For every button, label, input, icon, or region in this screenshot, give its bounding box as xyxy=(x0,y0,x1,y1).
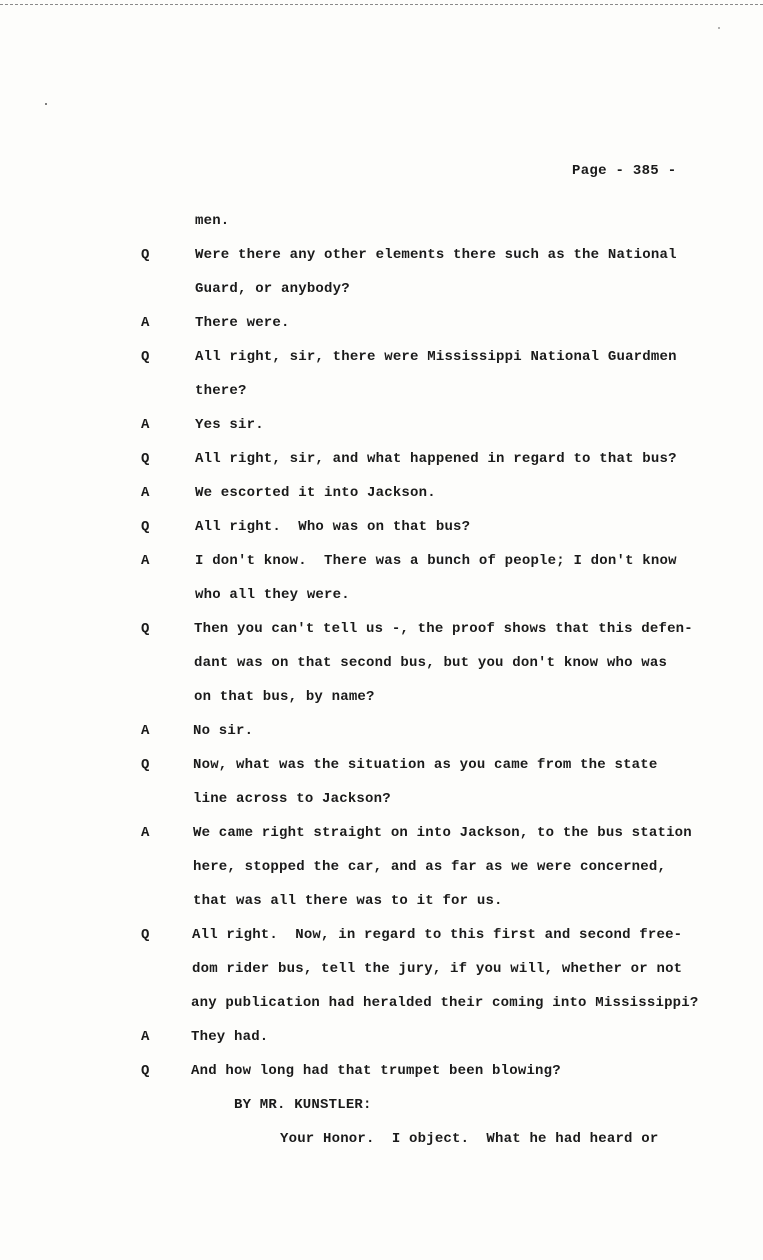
transcript-line: line across to Jackson? xyxy=(193,791,391,807)
transcript-line: Then you can't tell us -, the proof shows that this defen- xyxy=(194,621,693,637)
answer-marker: A xyxy=(141,553,150,569)
transcript-line: dom rider bus, tell the jury, if you will, whether or not xyxy=(192,961,683,977)
transcript-line: All right, sir, and what happened in regard to that bus? xyxy=(195,451,677,467)
transcript-line: All right, sir, there were Mississippi National Guardmen xyxy=(195,349,677,365)
transcript-line: We came right straight on into Jackson, to the bus station xyxy=(193,825,692,841)
transcript-line: any publication had heralded their coming into Mississippi? xyxy=(191,995,699,1011)
transcript-line: that was all there was to it for us. xyxy=(193,893,503,909)
transcript-line: We escorted it into Jackson. xyxy=(195,485,436,501)
transcript-line: dant was on that second bus, but you don't know who was xyxy=(194,655,668,671)
transcript-line: Yes sir. xyxy=(195,417,264,433)
transcript-line: There were. xyxy=(195,315,290,331)
scan-speck xyxy=(718,27,720,29)
question-marker: Q xyxy=(141,349,150,365)
transcript-line: All right. Now, in regard to this first and second free- xyxy=(192,927,683,943)
top-edge-rule xyxy=(0,4,763,5)
transcript-line: I don't know. There was a bunch of people; I don't know xyxy=(195,553,677,569)
transcript-line: No sir. xyxy=(193,723,254,739)
transcript-line: All right. Who was on that bus? xyxy=(195,519,471,535)
transcript-line: And how long had that trumpet been blowing? xyxy=(191,1063,561,1079)
answer-marker: A xyxy=(141,485,150,501)
page-number: Page - 385 - xyxy=(572,163,677,179)
transcript-line: They had. xyxy=(191,1029,269,1045)
question-marker: Q xyxy=(141,451,150,467)
transcript-line: BY MR. KUNSTLER: xyxy=(234,1097,372,1113)
transcript-line: who all they were. xyxy=(195,587,350,603)
question-marker: Q xyxy=(141,1063,150,1079)
answer-marker: A xyxy=(141,825,150,841)
answer-marker: A xyxy=(141,1029,150,1045)
scan-speck xyxy=(45,103,47,105)
transcript-line: here, stopped the car, and as far as we were concerned, xyxy=(193,859,667,875)
question-marker: Q xyxy=(141,757,150,773)
answer-marker: A xyxy=(141,723,150,739)
transcript-line: there? xyxy=(195,383,247,399)
question-marker: Q xyxy=(141,247,150,263)
transcript-line: Your Honor. I object. What he had heard or xyxy=(280,1131,659,1147)
question-marker: Q xyxy=(141,927,150,943)
transcript-line: Now, what was the situation as you came from the state xyxy=(193,757,658,773)
transcript-line: men. xyxy=(195,213,230,229)
transcript-line: Guard, or anybody? xyxy=(195,281,350,297)
answer-marker: A xyxy=(141,417,150,433)
question-marker: Q xyxy=(141,519,150,535)
answer-marker: A xyxy=(141,315,150,331)
question-marker: Q xyxy=(141,621,150,637)
transcript-line: on that bus, by name? xyxy=(194,689,375,705)
transcript-line: Were there any other elements there such as the National xyxy=(195,247,677,263)
